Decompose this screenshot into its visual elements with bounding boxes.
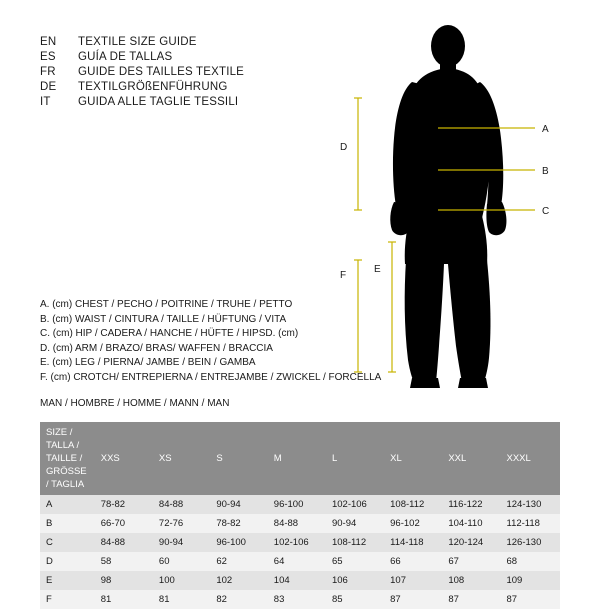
table-cell: 82: [216, 594, 227, 605]
title-text: GUIDA ALLE TAGLIE TESSILI: [78, 96, 239, 108]
table-cell: 68: [506, 556, 518, 567]
table-header-cell: XL: [384, 422, 442, 495]
table-cell: 107: [390, 575, 406, 586]
legend-line: C. (cm) HIP / CADERA / HANCHE / HÜFTE / HIPSD. (cm): [40, 328, 299, 339]
table-cell: 98: [100, 575, 112, 586]
table-cell: 84-88: [100, 537, 126, 548]
table-row: [40, 514, 560, 533]
row-label: F: [46, 594, 52, 605]
legend-line: F. (cm) CROTCH/ ENTREPIERNA / ENTREJAMBE / ZWICKEL / FORCELLA: [40, 371, 382, 383]
table-cell: 109: [506, 575, 523, 586]
table-cell: 62: [216, 556, 227, 567]
title-lang-code: ES: [40, 51, 56, 63]
table-cell: 66: [390, 556, 401, 567]
row-label: A: [46, 499, 53, 510]
label-e: E: [374, 264, 381, 275]
table-cell: 104: [273, 575, 290, 586]
table-cell: 87: [506, 594, 518, 605]
table-header-row: [40, 422, 560, 495]
title-lang-code: EN: [40, 36, 57, 48]
legend-line: D. (cm) ARM / BRAZO/ BRAS/ WAFFEN / BRACCIA: [40, 342, 273, 354]
table-cell: 102-106: [331, 499, 367, 510]
size-table-wrapper: [40, 422, 560, 609]
table-row: [40, 552, 560, 571]
table-cell: 102-106: [273, 537, 309, 548]
label-a: A: [542, 124, 549, 135]
table-cell: 124-130: [506, 499, 542, 510]
table-cell: 60: [158, 556, 170, 567]
table-cell: 84-88: [273, 518, 299, 529]
table-header-cell: S: [210, 422, 267, 495]
table-cell: 81: [100, 594, 112, 605]
table-cell: 96-100: [273, 499, 304, 510]
table-cell: 126-130: [506, 537, 542, 548]
title-lang-code: DE: [40, 81, 57, 93]
title-lang-code: IT: [40, 96, 51, 108]
table-cell: 96-102: [390, 518, 420, 529]
title-row: [40, 96, 340, 108]
table-cell: 96-100: [216, 537, 246, 548]
row-label: B: [46, 518, 53, 529]
title-block: [40, 36, 340, 111]
legend-line: B. (cm) WAIST / CINTURA / TAILLE / HÜFTUNG / VITA: [40, 313, 287, 325]
legend-block: [40, 298, 382, 385]
male-silhouette-icon: [390, 25, 506, 388]
title-row: [40, 66, 340, 78]
title-text: GUIDE DES TAILLES TEXTILE: [78, 66, 245, 78]
title-text: TEXTILE SIZE GUIDE: [78, 36, 197, 48]
table-row: [40, 495, 560, 514]
table-header-cell: XXS: [95, 422, 153, 495]
size-table: [40, 422, 560, 609]
table-cell: 100: [158, 575, 175, 586]
table-cell: 84-88: [158, 499, 184, 510]
table-cell: 87: [448, 594, 459, 605]
row-label: C: [46, 537, 53, 548]
table-header-cell: XXXL: [500, 422, 560, 495]
title-lang-code: FR: [40, 66, 56, 78]
table-header-cell: SIZE / TALLA / TAILLE / GRÖSSE / TAGLIA: [40, 422, 95, 495]
table-header-cell: M: [268, 422, 326, 495]
table-header-cell: XXL: [442, 422, 500, 495]
label-d: D: [340, 142, 348, 153]
table-cell: 72-76: [158, 518, 184, 529]
legend-line: A. (cm) CHEST / PECHO / POITRINE / TRUHE / PETTO: [40, 299, 293, 310]
table-cell: 90-94: [331, 518, 357, 529]
title-text: TEXTILGRÖßENFÜHRUNG: [78, 81, 228, 93]
table-cell: 108-112: [331, 537, 367, 548]
table-cell: 120-124: [448, 537, 484, 548]
table-cell: 66-70: [100, 518, 126, 529]
table-cell: 67: [448, 556, 459, 567]
table-cell: 108-112: [390, 499, 425, 510]
table-cell: 78-82: [216, 518, 241, 529]
table-cell: 106: [331, 575, 348, 586]
table-cell: 78-82: [100, 499, 126, 510]
gender-label: MAN / HOMBRE / HOMME / MANN / MAN: [40, 398, 230, 409]
table-cell: 114-118: [390, 537, 424, 548]
label-f: F: [340, 270, 347, 281]
table-row: [40, 571, 560, 590]
table-header-cell: XS: [153, 422, 210, 495]
table-cell: 58: [100, 556, 112, 567]
table-header-cell: L: [326, 422, 384, 495]
label-c: C: [542, 206, 550, 217]
table-cell: 64: [273, 556, 285, 567]
title-text: GUÍA DE TALLAS: [78, 51, 173, 63]
row-label: D: [46, 556, 53, 567]
label-b: B: [542, 166, 549, 177]
table-cell: 90-94: [158, 537, 184, 548]
table-cell: 112-118: [506, 518, 540, 529]
title-row: [40, 51, 340, 63]
table-cell: 83: [273, 594, 285, 605]
table-row: [40, 533, 560, 552]
table-cell: 65: [331, 556, 343, 567]
table-cell: 116-122: [448, 499, 483, 510]
table-cell: 102: [216, 575, 233, 586]
table-cell: 85: [331, 594, 343, 605]
table-cell: 108: [448, 575, 465, 586]
title-row: [40, 36, 340, 48]
table-cell: 87: [390, 594, 401, 605]
table-cell: 104-110: [448, 518, 483, 529]
legend-line: E. (cm) LEG / PIERNA/ JAMBE / BEIN / GAMBA: [40, 357, 256, 368]
title-row: [40, 81, 340, 93]
table-cell: 81: [158, 594, 170, 605]
row-label: E: [46, 575, 53, 586]
table-cell: 90-94: [216, 499, 241, 510]
